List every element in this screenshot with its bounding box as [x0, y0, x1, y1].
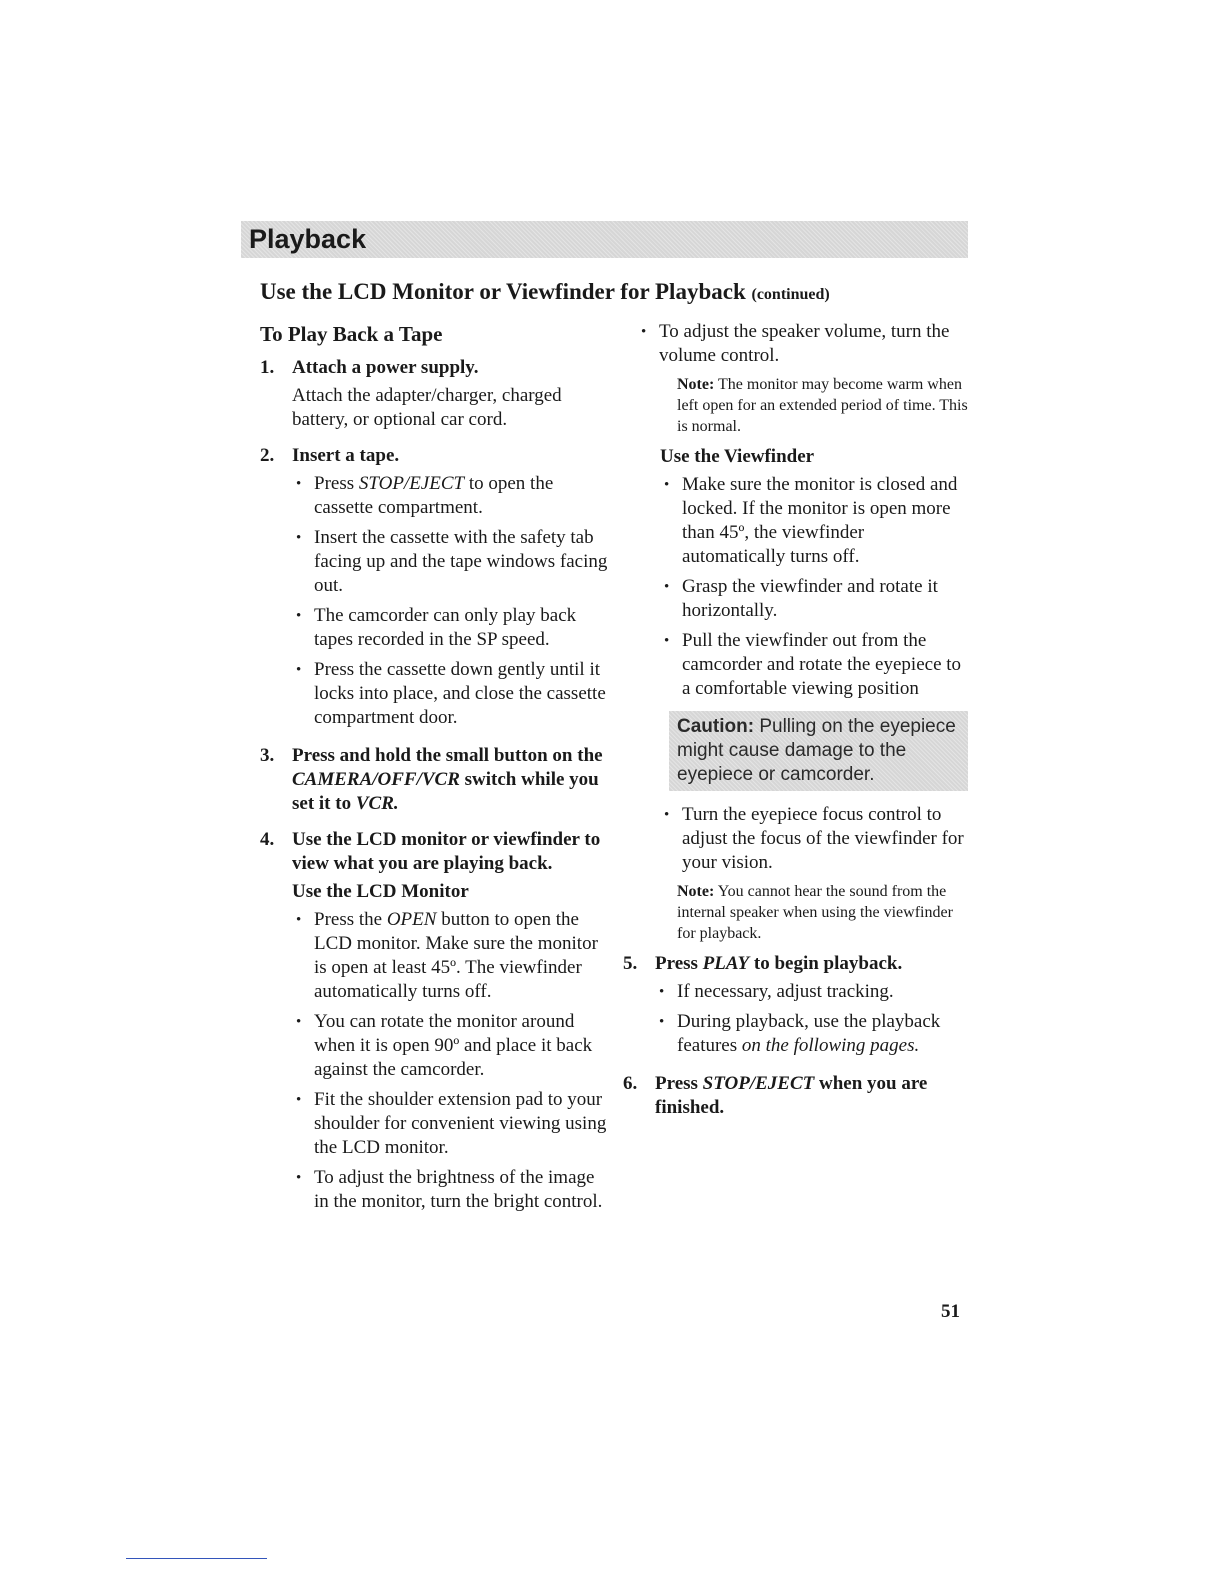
list-item: • Press STOP/EJECT to open the cassette compartment.	[292, 472, 610, 520]
header-band	[241, 221, 968, 258]
step-title: Insert a tape.	[292, 445, 400, 466]
list-item: • Press the OPEN button to open the LCD monitor. Make sure the monitor is open at least 45º. The viewfinder automatically turns off.	[292, 908, 610, 1004]
list-item: • You can rotate the monitor around when it is open 90º and place it back against the camcorder.	[292, 1010, 610, 1082]
list-item: • Make sure the monitor is closed and locked. If the monitor is open more than 45º, the viewfinder automatically turns off.	[660, 473, 968, 569]
step-number: 1.	[260, 357, 275, 378]
footer-rule	[126, 1558, 267, 1559]
bullet-list	[637, 320, 968, 368]
step-6	[623, 1072, 968, 1124]
caution-box: Caution: Pulling on the eyepiece might cause damage to the eyepiece or camcorder.	[669, 711, 968, 791]
page-heading-main: Use the LCD Monitor or Viewfinder for Playback	[260, 279, 746, 304]
lcd-subtitle: Use the LCD Monitor	[292, 881, 469, 902]
note-monitor-warm: Note: The monitor may become warm when left open for an extended period of time. This is normal.	[677, 376, 968, 435]
step-title: Attach a power supply.	[292, 357, 479, 378]
bullet-list	[292, 908, 610, 1214]
list-item: • To adjust the brightness of the image in the monitor, turn the bright control.	[292, 1166, 610, 1214]
step-text: Attach the adapter/charger, charged battery, or optional car cord.	[292, 385, 562, 430]
page-number: 51	[941, 1301, 960, 1322]
step-number: 3.	[260, 745, 275, 766]
list-item: • Pull the viewfinder out from the camcorder and rotate the eyepiece to a comfortable viewing position	[660, 629, 968, 701]
list-item: • To adjust the speaker volume, turn the volume control.	[637, 320, 968, 368]
bullet-list	[660, 473, 968, 701]
step-title: Use the LCD monitor or viewfinder to view what you are playing back.	[292, 829, 601, 874]
list-item: • Press the cassette down gently until it locks into place, and close the cassette compartment door.	[292, 658, 610, 730]
note-viewfinder-sound: Note: You cannot hear the sound from the internal speaker when using the viewfinder for playback.	[677, 883, 953, 942]
step-title: Press and hold the small button on the CAMERA/OFF/VCR switch while you set it to VCR.	[292, 745, 603, 814]
step-number: 2.	[260, 445, 275, 466]
step-title: Press PLAY to begin playback.	[655, 953, 903, 974]
list-item: • Turn the eyepiece focus control to adjust the focus of the viewfinder for your vision.	[660, 803, 968, 875]
step-4	[260, 828, 610, 1220]
step-5	[623, 952, 968, 1064]
list-item: • Fit the shoulder extension pad to your shoulder for convenient viewing using the LCD monitor.	[292, 1088, 610, 1160]
viewfinder-subtitle: Use the Viewfinder	[660, 446, 815, 467]
step-1	[260, 356, 610, 436]
header-title: Playback	[249, 224, 367, 254]
list-item: • Grasp the viewfinder and rotate it horizontally.	[660, 575, 968, 623]
page-heading-continued: (continued)	[751, 286, 830, 303]
list-item: • During playback, use the playback features on the following pages.	[655, 1010, 968, 1058]
bullet-list	[660, 803, 968, 875]
list-item: • The camcorder can only play back tapes recorded in the SP speed.	[292, 604, 610, 652]
step-3	[260, 744, 610, 820]
left-column	[260, 320, 610, 1228]
step-number: 6.	[623, 1073, 638, 1094]
bullet-list	[655, 980, 968, 1058]
step-2	[260, 444, 610, 736]
bullet-list	[292, 472, 610, 730]
step-number: 4.	[260, 829, 275, 850]
list-item: • If necessary, adjust tracking.	[655, 980, 968, 1004]
step-title: Press STOP/EJECT when you are finished.	[655, 1073, 928, 1118]
page-heading	[260, 277, 830, 310]
step-number: 5.	[623, 953, 638, 974]
right-column	[623, 320, 968, 1132]
list-item: • Insert the cassette with the safety tab facing up and the tape windows facing out.	[292, 526, 610, 598]
section-title: To Play Back a Tape	[260, 322, 443, 346]
